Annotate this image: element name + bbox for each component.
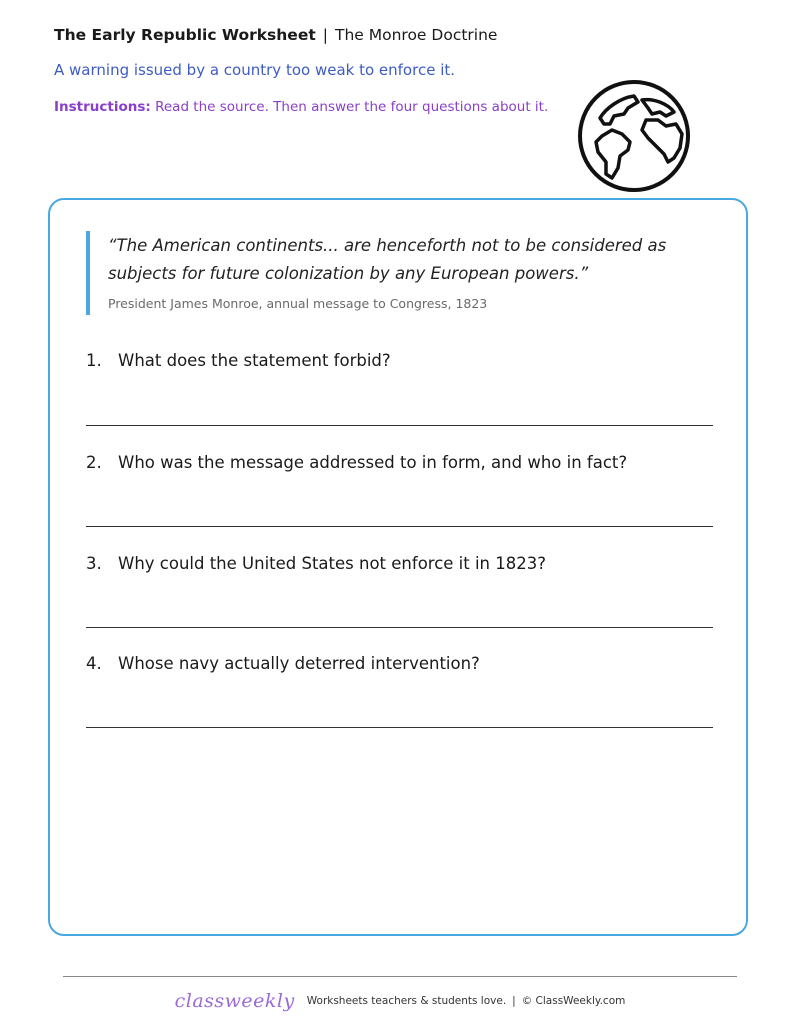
question-number: 2. <box>86 453 102 472</box>
source-attribution: President James Monroe, annual message to Congress, 1823 <box>108 296 488 311</box>
question-text: Whose navy actually deterred intervention? <box>118 654 480 673</box>
footer-divider <box>63 976 737 977</box>
footer-tagline <box>307 995 626 1007</box>
question-number: 3. <box>86 554 102 573</box>
question-number: 4. <box>86 654 102 673</box>
instructions-text: Read the source. Then answer the four questions about it. <box>155 99 549 115</box>
instructions-label: Instructions: <box>54 99 151 115</box>
answer-line-1[interactable] <box>86 425 713 426</box>
title-separator: | <box>322 26 328 44</box>
question-1 <box>86 351 726 370</box>
copyright: © ClassWeekly.com <box>521 995 626 1007</box>
question-4 <box>86 654 726 673</box>
answer-line-2[interactable] <box>86 526 713 527</box>
source-quote-block <box>86 231 726 315</box>
subtitle: A warning issued by a country too weak to enforce it. <box>54 61 456 79</box>
question-number: 1. <box>86 351 102 370</box>
question-text: Who was the message addressed to in form, and who in fact? <box>118 453 628 472</box>
source-quote: “The American continents... are henceforth not to be considered as subjects for future colonization by any European powers.” <box>108 236 667 283</box>
instructions <box>54 99 548 115</box>
globe-icon <box>576 80 692 196</box>
series-title: The Early Republic Worksheet <box>54 26 316 44</box>
question-text: Why could the United States not enforce it in 1823? <box>118 554 547 573</box>
footer <box>0 990 800 1012</box>
worksheet-title <box>54 26 497 44</box>
answer-line-3[interactable] <box>86 627 713 628</box>
brand-logo: classweekly <box>174 990 295 1012</box>
question-text: What does the statement forbid? <box>118 351 391 370</box>
footer-separator: | <box>512 995 516 1007</box>
question-3 <box>86 554 726 573</box>
answer-line-4[interactable] <box>86 727 713 728</box>
question-2 <box>86 453 726 472</box>
topic-title: The Monroe Doctrine <box>334 26 498 44</box>
tagline-text: Worksheets teachers & students love. <box>306 995 507 1007</box>
